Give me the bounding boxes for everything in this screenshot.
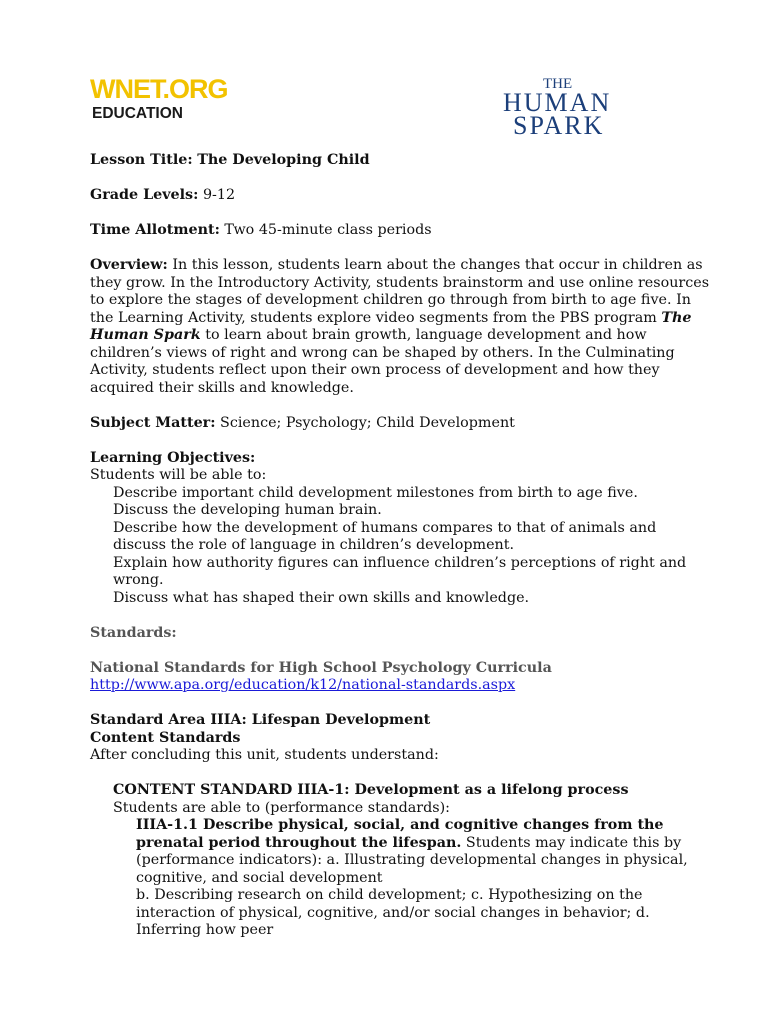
national-standards-title: National Standards for High School Psychology Curricula <box>90 659 552 676</box>
performance-standards-intro: Students are able to (performance standards): <box>113 799 450 816</box>
time-allotment-label: Time Allotment: <box>90 222 220 238</box>
grade-levels-value: 9-12 <box>202 187 236 203</box>
overview-paragraph <box>90 257 710 397</box>
objective-item: Discuss what has shaped their own skills and knowledge. <box>113 589 530 606</box>
performance-standard-continued: b. Describing research on child development; c. Hypothesizing on the interaction of physical, cognitive, and/or social changes in behavior; d. Inferring how peer <box>136 887 650 938</box>
content-standards-title: Content Standards <box>90 729 241 746</box>
human-logo-text: HUMAN <box>503 88 612 117</box>
overview-text-part1: In this lesson, students learn about the changes that occur in children as they grow. In the Introductory Activity, students brainstorm and use online resources to explore the stages of development children go through from birth to age five. In the Learning Activity, students explore video segments from the PBS program <box>90 257 710 326</box>
objective-item: Discuss the developing human brain. <box>113 502 382 518</box>
lesson-title-label: Lesson Title: <box>90 152 193 168</box>
human-spark-logo <box>494 62 640 154</box>
overview-label: Overview: <box>90 257 168 273</box>
wnet-education-logo <box>84 52 280 138</box>
the-logo-text: THE <box>543 76 573 92</box>
spark-logo-text: SPARK <box>513 111 605 140</box>
subject-matter-line <box>90 415 710 433</box>
wnet-logo-text: WNET.ORG <box>90 74 228 104</box>
lesson-title-value: The Developing Child <box>197 152 370 168</box>
performance-standard-text: Students may indicate this by (performance indicators): a. Illustrating developmental changes in physical, cognitive, and social development <box>136 834 688 886</box>
overview-text-part2: to learn about brain growth, language development and how children’s views of right and wrong can be shaped by others. In the Culminating Activity, students reflect upon their own process of development and how they acquired their skills and knowledge. <box>90 327 675 396</box>
objective-item: Describe how the development of humans compares to that of animals and discuss the role of language in children’s development. <box>113 519 657 553</box>
time-allotment-value: Two 45-minute class periods <box>224 222 432 238</box>
subject-matter-label: Subject Matter: <box>90 414 216 431</box>
education-logo-text: EDUCATION <box>92 105 183 122</box>
grade-levels-label: Grade Levels: <box>90 187 199 203</box>
lesson-document <box>90 152 710 940</box>
subject-matter-value: Science; Psychology; Child Development <box>220 414 515 431</box>
human-spark-logo-graphic <box>494 62 640 154</box>
objective-item: Explain how authority figures can influence children’s perceptions of right and wrong. <box>113 554 687 588</box>
performance-standard-paragraph <box>90 817 710 887</box>
performance-standard-bold: IIIA-1.1 Describe physical, social, and cognitive changes from the prenatal period throughout the lifespan. <box>136 817 664 851</box>
objectives-intro: Students will be able to: <box>90 467 267 483</box>
lesson-title-line <box>90 152 710 170</box>
overview-program-name: The Human Spark <box>90 309 692 343</box>
after-concluding-text: After concluding this unit, students understand: <box>90 747 439 763</box>
standards-heading: Standards: <box>90 624 177 641</box>
standard-area-title: Standard Area IIIA: Lifespan Development <box>90 712 431 728</box>
objective-item: Describe important child development milestones from birth to age five. <box>113 484 638 501</box>
grade-levels-line <box>90 187 710 205</box>
wnet-logo-graphic <box>84 52 280 138</box>
learning-objectives-heading: Learning Objectives: <box>90 449 256 466</box>
content-standard-title: CONTENT STANDARD IIIA-1: Development as a lifelong process <box>113 782 629 798</box>
time-allotment-line <box>90 222 710 240</box>
national-standards-link[interactable]: http://www.apa.org/education/k12/national-standards.aspx <box>90 677 516 693</box>
